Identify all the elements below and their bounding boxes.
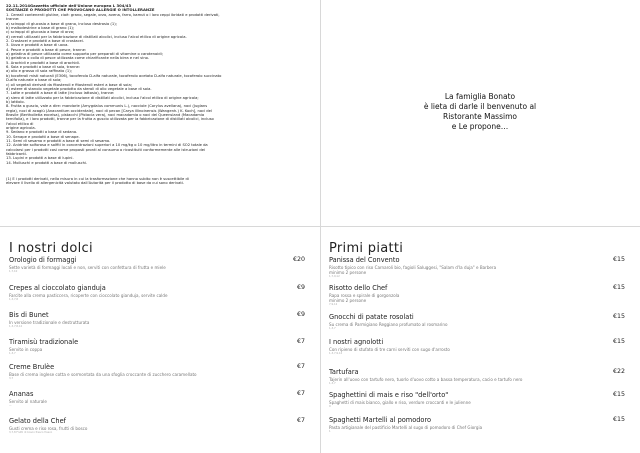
dish-name: Orologio di formaggi bbox=[9, 256, 77, 264]
menu-item bbox=[329, 313, 625, 330]
allergen-line: ternifolia), e i loro prodotti, tranne per la frutta a guscio utilizzata per la fabbricazione di distillati alcolici, incluso bbox=[6, 117, 214, 122]
welcome-line: e Le propone… bbox=[451, 122, 509, 131]
page-fold-vertical bbox=[320, 0, 321, 453]
dish-description: Tajerin all'uovo con tartufo nero, tuorlo d'uovo cotto a bassa temperatura, cacio e tartufo nero bbox=[329, 377, 523, 382]
allergen-footnote-line: (1) E i prodotti derivati, nella misura in cui la trasformazione che hanno subito non è suscettibile di bbox=[6, 177, 189, 181]
dish-description: Su crema di Parmigiano Reggiano profumato al rosmarino bbox=[329, 322, 448, 327]
dish-price: €7 bbox=[296, 417, 305, 424]
dish-allergen-codes: 1,3,7 bbox=[329, 382, 336, 385]
dolci-menu-page bbox=[0, 227, 320, 453]
dish-price: €15 bbox=[612, 338, 625, 345]
dish-price: €15 bbox=[612, 416, 625, 423]
dish-allergen-codes: 1,3,7 bbox=[329, 327, 336, 330]
allergen-line: regia), noci di acagiù (Anacardium occidentale), noci di pecan [Carya illinoinensis (Wangenh.) K. Koch], noci del bbox=[6, 108, 212, 113]
menu-item bbox=[9, 417, 305, 434]
allergen-line: 2. Crostacei e prodotti a base di crostacei. bbox=[6, 39, 85, 44]
dish-name: Gnocchi di patate rosolati bbox=[329, 313, 414, 321]
dish-description: Servito al naturale bbox=[9, 399, 47, 404]
allergen-line: 1. Cereali contenenti glutine, cioè: grano, segale, orzo, avena, farro, kamut o i loro ceppi ibridati e prodotti derivati, bbox=[6, 13, 220, 17]
dish-name: Bis di Bunet bbox=[9, 311, 49, 319]
dish-allergen-codes: 1,7,9,12 bbox=[329, 275, 340, 278]
dish-price: €7 bbox=[296, 363, 305, 370]
allergen-footnote bbox=[6, 177, 306, 186]
dish-description: Con ripieno di stufato di tre carni serviti con sugo d'arrosto bbox=[329, 347, 450, 352]
dish-description: Sette varietà di formaggi locali e non, serviti con confettura di frutta e miele bbox=[9, 265, 166, 270]
welcome-message bbox=[390, 92, 570, 132]
dish-allergen-codes: — bbox=[9, 404, 12, 407]
dish-price: €15 bbox=[612, 284, 625, 291]
dish-name: Creme Brulèe bbox=[9, 363, 55, 371]
allergen-header-line: SOSTANZE O PRODOTTI CHE PROVOCANO ALLERGIE O INTOLLERANZE bbox=[6, 7, 155, 13]
welcome-page bbox=[320, 0, 640, 226]
allergen-line: l'alcol etilico di bbox=[6, 121, 34, 126]
allergen-line: c) sciroppi di glucosio a base di orzo; bbox=[6, 30, 75, 35]
allergen-line: a) olio e grasso di soia raffinato (1); bbox=[6, 69, 72, 74]
allergen-page bbox=[0, 0, 320, 226]
dish-description: Gusti crema e riso rosa, frutti di bosco bbox=[9, 426, 88, 431]
allergen-header-line: 22.11.2014Gazzetta ufficiale dell'Unione europea L 304/43 bbox=[6, 3, 132, 8]
allergen-line: 9. Sedano e prodotti a base di sedano. bbox=[6, 130, 78, 135]
dish-allergen-codes: 1,3,7,8 bbox=[9, 298, 19, 301]
allergen-line: b) maltodestrine a base di grano (1); bbox=[6, 26, 75, 31]
dish-price: €9 bbox=[296, 284, 305, 291]
dish-price: €15 bbox=[612, 391, 625, 398]
dish-description: Servito in coppa bbox=[9, 347, 43, 352]
allergen-line: 14. Molluschi e prodotti a base di molluschi. bbox=[6, 160, 88, 165]
menu-item bbox=[9, 284, 305, 301]
dish-description: Pasta artigianale del pastificio Martelli al sugo di pomodoro di Chef Giorgia bbox=[329, 425, 483, 430]
allergen-line: fabbricanti. bbox=[6, 152, 28, 156]
allergen-line: b) tocoferoli misti naturali (E306), tocoferolo D-alfa naturale, tocoferolo acetato D-alfa naturale, tocoferolo succinato bbox=[6, 73, 222, 78]
allergen-line: 8. Frutta a guscio, vale a dire: mandorle (Amygdalus communis L.), nocciole (Corylus avellana), noci (Juglans bbox=[6, 104, 208, 109]
allergen-line: 6. Soia e prodotti a base di soia, tranne: bbox=[6, 65, 81, 70]
allergen-line: 10. Senape e prodotti a base di senape. bbox=[6, 134, 80, 139]
allergen-line: 13. Lupini e prodotti a base di lupini. bbox=[6, 156, 74, 161]
menu-item bbox=[9, 256, 305, 273]
dish-note: minimo 2 persone bbox=[329, 298, 367, 303]
allergen-line: 11. Semi di sesamo e prodotti a base di semi di sesamo. bbox=[6, 138, 111, 143]
dish-allergen-codes: 1,3,7,8,12 bbox=[9, 325, 23, 328]
allergen-line: 12. Anidride solforosa e solfiti in concentrazioni superiori a 10 mg/kg o 10 mg/litro in termini di SO2 totale da bbox=[6, 143, 208, 148]
menu-item bbox=[329, 256, 625, 278]
allergen-line: b) gelatina o colla di pesce utilizzata come chiarificante nella birra e nel vino. bbox=[6, 56, 150, 61]
menu-item bbox=[9, 390, 305, 407]
allergen-line: d) cereali utilizzati per la fabbricazione di distillati alcolici, incluso l'alcol etilico di origine agricola. bbox=[6, 34, 187, 39]
dish-allergen-codes: 3,7,8 Frutti di bosco fresco fresco bbox=[9, 431, 53, 434]
menu-item bbox=[9, 311, 305, 328]
menu-item bbox=[329, 338, 625, 355]
allergen-list bbox=[6, 13, 306, 165]
menu-item bbox=[9, 338, 305, 355]
section-title: Primi piatti bbox=[329, 241, 404, 256]
dish-name: Panissa del Convento bbox=[329, 256, 400, 264]
allergen-footnote-line: elevare il livello di allergenicità valutato dall'Autorità per il prodotto di base da cui sono derivati. bbox=[6, 181, 185, 186]
dish-allergen-codes: 1 bbox=[329, 430, 331, 433]
dish-allergen-codes: 1,7,10 bbox=[9, 270, 18, 273]
dish-name: Gelato della Chef bbox=[9, 417, 66, 425]
allergen-line: a) gelatina di pesce utilizzata come supporto per preparati di vitamine o carotenoidi; bbox=[6, 52, 163, 57]
dish-description: Base di crema inglese cotta e sormontata da una sfoglia croccante di zucchero caramellato bbox=[9, 372, 197, 377]
allergen-line: c) oli vegetali derivati da fitosteroli e fitosteroli esteri a base di soia; bbox=[6, 82, 132, 87]
dish-price: €7 bbox=[296, 390, 305, 397]
menu-item bbox=[329, 391, 625, 408]
dish-price: €9 bbox=[296, 311, 305, 318]
dish-price: €20 bbox=[292, 256, 305, 263]
allergen-line: d) estere di stanolo vegetale prodotto da steroli di olio vegetale a base di soia. bbox=[6, 86, 152, 91]
allergen-line: 5. Arachidi e prodotti a base di arachidi. bbox=[6, 60, 80, 65]
menu-item bbox=[329, 416, 625, 433]
dish-name: Tartufara bbox=[329, 368, 359, 376]
dish-allergen-codes: 1,3,7 bbox=[9, 352, 16, 355]
menu-item bbox=[329, 368, 625, 385]
menu-item bbox=[9, 363, 305, 380]
allergen-line: 7. Latte e prodotti a base di latte (incluso lattosio), tranne: bbox=[6, 91, 115, 96]
allergen-line: D-alfa naturale a base di soia; bbox=[6, 78, 62, 83]
allergen-line: b) lattiolo. bbox=[6, 99, 25, 104]
dish-price: €7 bbox=[296, 338, 305, 345]
dish-name: Risotto dello Chef bbox=[329, 284, 388, 292]
allergen-line: 4. Pesce e prodotti a base di pesce, tranne: bbox=[6, 47, 87, 52]
dish-price: €15 bbox=[612, 256, 625, 263]
welcome-line: Ristorante Massimo bbox=[443, 112, 517, 121]
dish-allergen-codes: 9 bbox=[329, 405, 331, 408]
dish-allergen-codes: 1,3,7,9,12 bbox=[329, 352, 343, 355]
primi-menu-page bbox=[320, 227, 640, 453]
dish-note: minimo 2 persone bbox=[329, 270, 367, 275]
section-title: I nostri dolci bbox=[9, 241, 93, 256]
allergen-line: Brasile (Bertholletia excelsa), pistacchi (Pistacia vera), noci macadamia o noci del Queensland (Macadamia bbox=[6, 112, 205, 117]
dish-price: €15 bbox=[612, 313, 625, 320]
allergen-line: calcolarsi per i prodotti così come proposti pronti al consumo o ricostituiti conformemente alle istruzioni dei bbox=[6, 147, 206, 152]
allergen-line: tranne: bbox=[6, 17, 20, 22]
dish-description: Farcite alla crema pasticcera, ricoperte con cioccolato gianduja, servite calde bbox=[9, 293, 168, 298]
dish-name: I nostri agnolotti bbox=[329, 338, 384, 346]
dish-name: Spaghetti Martelli al pomodoro bbox=[329, 416, 432, 424]
dish-allergen-codes: 3,7 bbox=[9, 377, 14, 380]
allergen-header bbox=[6, 4, 154, 13]
menu-item bbox=[329, 284, 625, 306]
allergen-line: 3. Uova e prodotti a base di uova. bbox=[6, 43, 69, 48]
dish-description: In versione tradizionale e destrutturata bbox=[9, 320, 90, 325]
allergen-line: a) sciroppi di glucosio a base di grano, incluso destrosio (1); bbox=[6, 21, 117, 26]
dish-description: Rapa rossa e spirale di gorgonzola bbox=[329, 293, 400, 298]
dish-name: Ananas bbox=[9, 390, 34, 398]
dish-name: Tiramisù tradizionale bbox=[9, 338, 79, 346]
dish-description: Risotto tipico con riso Carnaroli bio, fagioli Saluggesi, "Salam d'la duja" e Barbera bbox=[329, 265, 497, 270]
welcome-line: La famiglia Bonato bbox=[444, 92, 516, 101]
allergen-line: a) siero di latte utilizzato per la fabbricazione di distillati alcolici, incluso l'alcol etilico di origine agricola; bbox=[6, 95, 199, 100]
allergen-line: origine agricola. bbox=[6, 125, 36, 130]
dish-name: Spaghettini di mais e riso "dell'orto" bbox=[329, 391, 449, 399]
welcome-line: è lieta di darle il benvenuto al bbox=[423, 102, 537, 111]
dish-description: Spaghetti di mais bianco, giallo e riso, verdure croccanti e le julienne bbox=[329, 400, 471, 405]
dish-name: Crepes al cioccolato gianduja bbox=[9, 284, 106, 292]
dish-price: €22 bbox=[612, 368, 625, 375]
dish-allergen-codes: 7,9,12 bbox=[329, 303, 338, 306]
